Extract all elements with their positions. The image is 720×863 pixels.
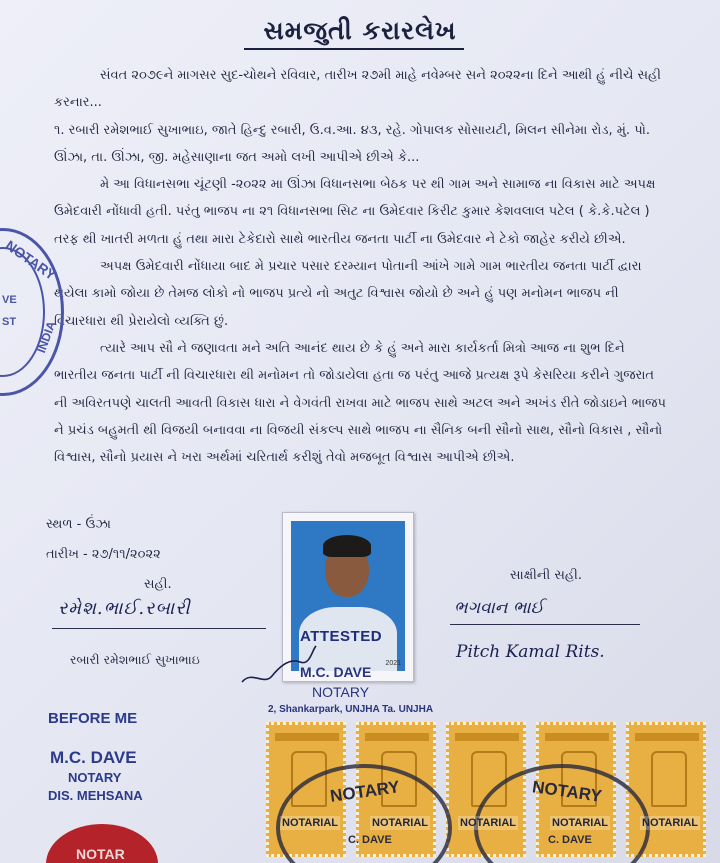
paragraph-party: ૧. રબારી રમેશભાઈ સુખાભાઇ, જાતે હિન્દુ રબારી, ઉ.વ.આ. ૪૩, રહે. ગોપાલક સોસાયટી, મિલન સીનેમા રોડ, મું. પો. ઊંઝા, તા. ઊંઝા, જી. મહેસાણાના જત અમો લખી આપીએ છીએ કે... (54, 122, 651, 165)
paragraph-intro: સંવત ૨૦૭૯ને માગસર સુદ-ચોથને રવિવાર, તારીખ ૨૭મી માહે નવેમ્બર સને ૨૦૨૨ના દિને આથી હું નીચે સહી કરનાર... (54, 68, 661, 111)
left-seal-text-partial1: VE (2, 294, 17, 306)
left-seal-text-top: NOTARY (2, 236, 59, 284)
signatory-signature: રમેશ.ભાઈ.રબારી (58, 598, 191, 619)
before-me-text: BEFORE ME (48, 710, 138, 727)
photo-stamp-year: 2021 (385, 660, 401, 667)
red-seal-text: NOTAR (76, 846, 125, 862)
title-underline (244, 48, 464, 50)
date-line: તારીખ - ૨૭/૧૧/૨૦૨૨ (46, 547, 161, 562)
paragraph-joining: ત્યારે આપ સૌ ને જણાવતા મને અતિ આનંદ થાય છે કે હું અને મારા કાર્યકર્તા મિત્રો આજ ના શુભ દિને ભારતીય જનતા પાર્ટી ની વિચારધારા થી મનોમન તો જોડાયેલા હતા જ પરંતુ આજે પ્રત્યક્ષ રૂપે કેસરિયા કરીને ગુજરાત ની અવિરતપણે ચાલતી આવતી વિકાસ ધારા ને વેગવંતી રાખવા માટે ભાજપ સાથે અટલ અને અખંડ રીતે જોડાઇને ભાજપ ને પ્રચંડ બહુમતી થી વિજયી બનાવવા ના વિજયી સંકલ્પ સાથે ભાજપ ના સૈનિક બની સૌનો સાથ, સૌનો વિકાસ , સૌનો વિશ્વાસ, સૌનો પ્રયાસ ને ખરા અર્થમાં ચરિતાર્થ કરીશું તેવો મજબૂત વિશ્વાસ આપીએ છીએ. (54, 340, 666, 466)
notarial-label: NOTARIAL (372, 817, 429, 829)
attested-notary-address: 2, Shankarpark, UNJHA Ta. UNJHA (268, 704, 434, 715)
notary-signature-scribble (238, 640, 318, 690)
signature-line (52, 628, 266, 629)
notarial-label: NOTARIAL (642, 817, 699, 829)
witness-signature-2: Pitch Kamal Rits. (456, 642, 605, 662)
document-title: સમજુતી કરારલેખ (263, 16, 457, 45)
document-body (54, 62, 666, 471)
left-seal-text-right: INDIA (34, 319, 59, 355)
signatory-name: રબારી રમેશભાઈ સુખાભાઇ (70, 652, 200, 667)
paragraph-support: મે આ વિધાનસભા ચૂંટણી -૨૦૨૨ મા ઊંઝા વિધાનસભા બેઠક પર થી ગામ અને સામાજ ના વિકાસ માટે અપક્ષ ઉમેદવારી નોંધાવી હતી. પરંતુ ભાજપ ના ૨૧ વિધાનસભા સિટ ના ઉમેદવાર કિરીટ કુમાર કેશવલાલ પટેલ ( કે.કે.પટેલ ) તરફ થી ખાતરી મળતા હું તથા મારા ટેકેદારો સાથે ભારતીય જનતા પાર્ટી ના ઉમેદવાર ને ટેકો જાહેર કરીયે છીએ. (54, 177, 656, 247)
notarial-label: NOTARIAL (460, 817, 517, 829)
witness-label: સાક્ષીની સહી. (510, 568, 583, 583)
round-seal-name: C. DAVE (548, 834, 592, 846)
before-me-role: NOTARY (68, 770, 122, 785)
round-seal-text: NOTARY (531, 777, 603, 806)
attested-notary-name: M.C. DAVE (300, 664, 372, 680)
attested-notary-role: NOTARY (312, 684, 370, 700)
place-date-block (46, 510, 172, 600)
left-seal-text-partial2: ST (2, 316, 17, 328)
before-me-name: M.C. DAVE (50, 748, 137, 767)
notarial-label: NOTARIAL (552, 817, 609, 829)
witness-line (450, 624, 640, 625)
round-seal-text: NOTARY (328, 777, 401, 806)
witness-signature-1: ભગવાન ભાઈ (454, 598, 544, 618)
before-me-district: DIS. MEHSANA (48, 788, 143, 803)
signature-label: સહી. (144, 577, 172, 592)
paragraph-campaign: અપક્ષ ઉમેદવારી નોંધાયા બાદ મે પ્રચાર પસાર દરમ્યાન પોતાની આંખે ગામે ગામ ભારતીય જનતા પાર્ટી દ્વારા થયેલા કામો જોયા છે તેમજ લોકો નો ભાજપ પ્રત્યે નો અતુટ વિશ્વાસ જોયો છે અને હું પણ મનોમન ભાજપ ની વિચારધારા થી પ્રેરાયેલો વ્યક્તિ છું. (54, 259, 642, 329)
place-line: સ્થળ - ઉંઝા (46, 517, 111, 532)
round-seal-name: C. DAVE (348, 834, 392, 846)
attested-stamp: ATTESTED (300, 628, 383, 645)
notarial-label: NOTARIAL (282, 817, 339, 829)
